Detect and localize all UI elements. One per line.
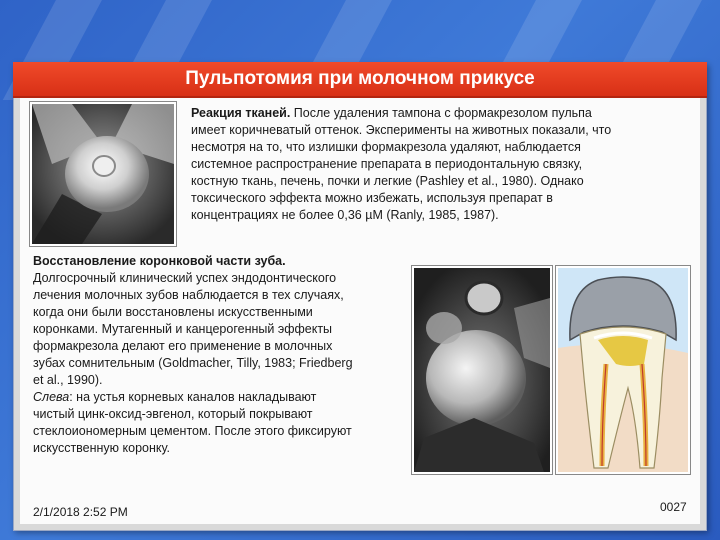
- tissue-reaction-heading: Реакция тканей.: [191, 106, 291, 120]
- paragraph-line: системное распространение препарата в периодонтальную связку,: [191, 157, 583, 171]
- paragraph-line: лечения молочных зубов наблюдается в тех случаях,: [33, 288, 344, 302]
- tooth-cross-section-illustration: [558, 268, 688, 472]
- crowned-tooth-photo: [414, 268, 550, 472]
- paragraph-line: костную ткань, печень, почки и легкие (Pashley et al., 1980). Однако: [191, 174, 584, 188]
- paragraph-line: имеет коричневатый оттенок. Эксперименты на животных показали, что: [191, 123, 612, 137]
- crown-restoration-heading: Восстановление коронковой части зуба.: [33, 254, 286, 268]
- clinical-photo-top: [30, 102, 176, 246]
- paragraph-line: искусственную коронку.: [33, 441, 170, 455]
- paragraph-line: После удаления тампона с формакрезолом пульпа: [290, 106, 592, 120]
- paragraph-tissue-reaction: [191, 105, 696, 224]
- paragraph-line: стеклоиономерным цементом. После этого фиксируют: [33, 424, 352, 438]
- title-bar: [13, 62, 707, 98]
- tooth-pulpotomy-photo: [32, 104, 174, 244]
- paragraph-line: формакрезола делают его применение в молочных: [33, 339, 333, 353]
- footer-date: 2/1/2018 2:52 PM: [33, 505, 128, 519]
- paragraph-line: Долгосрочный клинический успех эндодонтического: [33, 271, 337, 285]
- tooth-crown-diagram: [556, 266, 690, 474]
- paragraph-line: : на устья корневых каналов накладывают: [69, 390, 317, 404]
- paragraph-line: токсического эффекта можно избежать, используя препарат в: [191, 191, 553, 205]
- clinical-photo-crown: [412, 266, 552, 474]
- paragraph-line: et al., 1990).: [33, 373, 103, 387]
- paragraph-line: зубах сомнительным (Goldmacher, Tilly, 1983; Friedberg: [33, 356, 353, 370]
- paragraph-crown-restoration: [33, 253, 403, 457]
- paragraph-line: когда они были восстановлены искусственными: [33, 305, 313, 319]
- slide-title: Пульпотомия при молочном прикусе: [185, 68, 535, 89]
- paragraph-line: коронками. Мутагенный и канцерогенный эффекты: [33, 322, 333, 336]
- left-label: Слева: [33, 390, 70, 404]
- slide-number: 0027: [660, 500, 687, 514]
- paragraph-line: концентрациях не более 0,36 µM (Ranly, 1985, 1987).: [191, 208, 499, 222]
- paragraph-line: несмотря на то, что излишки формакрезола удаляют, наблюдается: [191, 140, 581, 154]
- paragraph-line: чистый цинк-оксид-эвгенол, который покрывают: [33, 407, 313, 421]
